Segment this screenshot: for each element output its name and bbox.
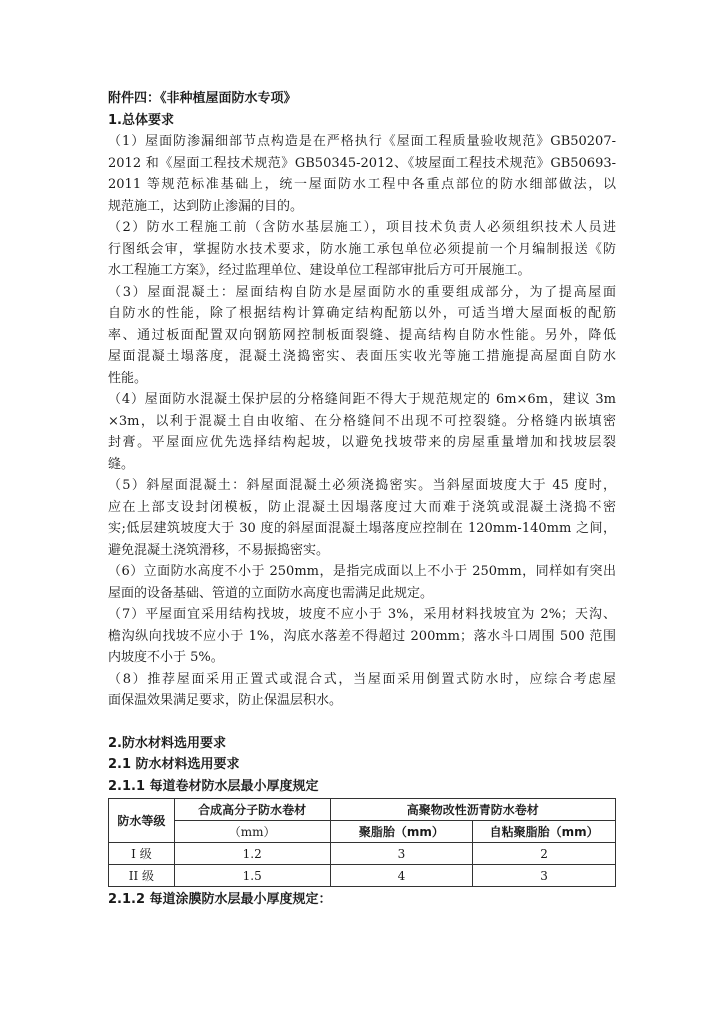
- cell-polyester: 4: [330, 865, 473, 887]
- header-polyester: 聚脂胎（mm）: [330, 821, 473, 843]
- section-2-1-2-heading: 2.1.2 每道涂膜防水层最小厚度规定：: [108, 892, 332, 907]
- section-2-1-heading: 2.1 防水材料选用要求: [108, 757, 240, 772]
- paragraph-7: [108, 604, 616, 669]
- text-line: 2012 和《屋面工程技术规范》GB50345-2012、《坡屋面工程技术规范》GB50693-: [108, 155, 616, 171]
- text-line: 行图纸会审，掌握防水技术要求，防水施工承包单位必须提前一个月编制报送《防: [108, 241, 616, 257]
- text-line: （3）屋面混凝土：屋面结构自防水是屋面防水的重要组成部分，为了提高屋面: [108, 284, 616, 300]
- header-grade: 防水等级: [109, 799, 175, 843]
- paragraph-5: [108, 475, 616, 561]
- text-line: 屋面的设备基础、管道的立面防水高度也需满足此规定。: [108, 585, 434, 601]
- text-line: 面保温效果满足要求，防止保温层积水。: [108, 693, 343, 708]
- text-line: 性能。: [108, 370, 148, 386]
- text-line: 应在上部支设封闭模板，防止混凝土因塌落度过大而难于浇筑或混凝土浇捣不密: [108, 499, 616, 515]
- cell-polymer: 1.2: [174, 843, 330, 865]
- text-line: 自防水的性能，除了根据结构计算确定结构配筋以外，可适当增大屋面板的配筋: [108, 306, 616, 321]
- text-line: 封膏。平屋面应优先选择结构起坡，以避免找坡带来的房屋重量增加和找坡层裂: [108, 435, 616, 450]
- table-row: [109, 843, 616, 865]
- header-polymer-unit: （mm）: [174, 821, 330, 843]
- text-line: （5）斜屋面混凝土：斜屋面混凝土必须浇捣密实。当斜屋面坡度大于 45 度时，: [108, 478, 616, 493]
- header-polymer: 合成高分子防水卷材: [174, 799, 330, 821]
- cell-grade: II 级: [109, 865, 175, 887]
- text-line: （6）立面防水高度不小于 250mm，是指完成面以上不小于 250mm，同样如有突出: [108, 564, 616, 579]
- cell-grade: I 级: [109, 843, 175, 865]
- section-2-heading: 2.防水材料选用要求: [108, 735, 226, 751]
- text-line: 避免混凝土浇筑滑移，不易振捣密实。: [108, 542, 330, 558]
- header-selfadhesive: 自粘聚脂胎（mm）: [473, 821, 616, 843]
- text-line: 规范施工，达到防止渗漏的目的。: [108, 198, 304, 214]
- text-line: （7）平屋面宜采用结构找坡，坡度不应小于 3%，采用材料找坡宜为 2%；天沟、: [108, 607, 616, 622]
- paragraph-4: [108, 389, 616, 475]
- text-line: 屋面混凝土塌落度，混凝土浇捣密实、表面压实收光等施工措施提高屋面自防水: [108, 349, 616, 364]
- section-1-heading: 1.总体要求: [108, 112, 174, 128]
- text-line: 2011 等规范标准基础上，统一屋面防水工程中各重点部位的防水细部做法，以: [108, 177, 616, 192]
- paragraph-3: [108, 282, 616, 390]
- table-header-row: [109, 799, 616, 821]
- section-2-1-1-heading: 2.1.1 每道卷材防水层最小厚度规定: [108, 778, 319, 794]
- cell-selfadhesive: 3: [473, 865, 616, 887]
- header-asphalt: 高聚物改性沥青防水卷材: [330, 799, 615, 821]
- membrane-thickness-table: [108, 798, 616, 887]
- paragraph-1: [108, 131, 616, 217]
- text-line: 缝。: [108, 456, 135, 472]
- text-line: ×3m，以利于混凝土自由收缩、在分格缝间不出现不可控裂缝。分格缝内嵌填密: [108, 413, 616, 429]
- text-line: 水工程施工方案》，经过监理单位、建设单位工程部审批后方可开展施工。: [108, 263, 531, 278]
- paragraph-6: [108, 561, 616, 604]
- text-line: 率、通过板面配置双向钢筋网控制板面裂缝、提高结构自防水性能。另外，降低: [108, 327, 616, 343]
- table-row: [109, 865, 616, 887]
- table-header-row: [109, 821, 616, 843]
- text-line: （2）防水工程施工前（含防水基层施工），项目技术负责人必须组织技术人员进: [108, 220, 616, 235]
- text-line: 内坡度不小于 5%。: [108, 650, 224, 665]
- spacer: [108, 712, 616, 733]
- cell-polymer: 1.5: [174, 865, 330, 887]
- cell-selfadhesive: 2: [473, 843, 616, 865]
- cell-polyester: 3: [330, 843, 473, 865]
- annex-title: 附件四：《非种植屋面防水专项》: [108, 91, 297, 106]
- text-line: 檐沟纵向找坡不应小于 1%，沟底水落差不得超过 200mm；落水斗口周围 500 范围: [108, 628, 616, 644]
- text-line: 实;低层建筑坡度大于 30 度的斜屋面混凝土塌落度应控制在 120mm-140mm 之间，: [108, 521, 616, 536]
- paragraph-8: [108, 669, 616, 712]
- text-line: （4）屋面防水混凝土保护层的分格缝间距不得大于规范规定的 6m×6m，建议 3m: [108, 392, 616, 407]
- paragraph-2: [108, 217, 616, 282]
- text-line: （1）屋面防渗漏细部节点构造是在严格执行《屋面工程质量验收规范》GB50207-: [108, 134, 616, 149]
- text-line: （8）推荐屋面采用正置式或混合式，当屋面采用倒置式防水时，应综合考虑屋: [108, 671, 616, 687]
- document-body: [108, 88, 616, 911]
